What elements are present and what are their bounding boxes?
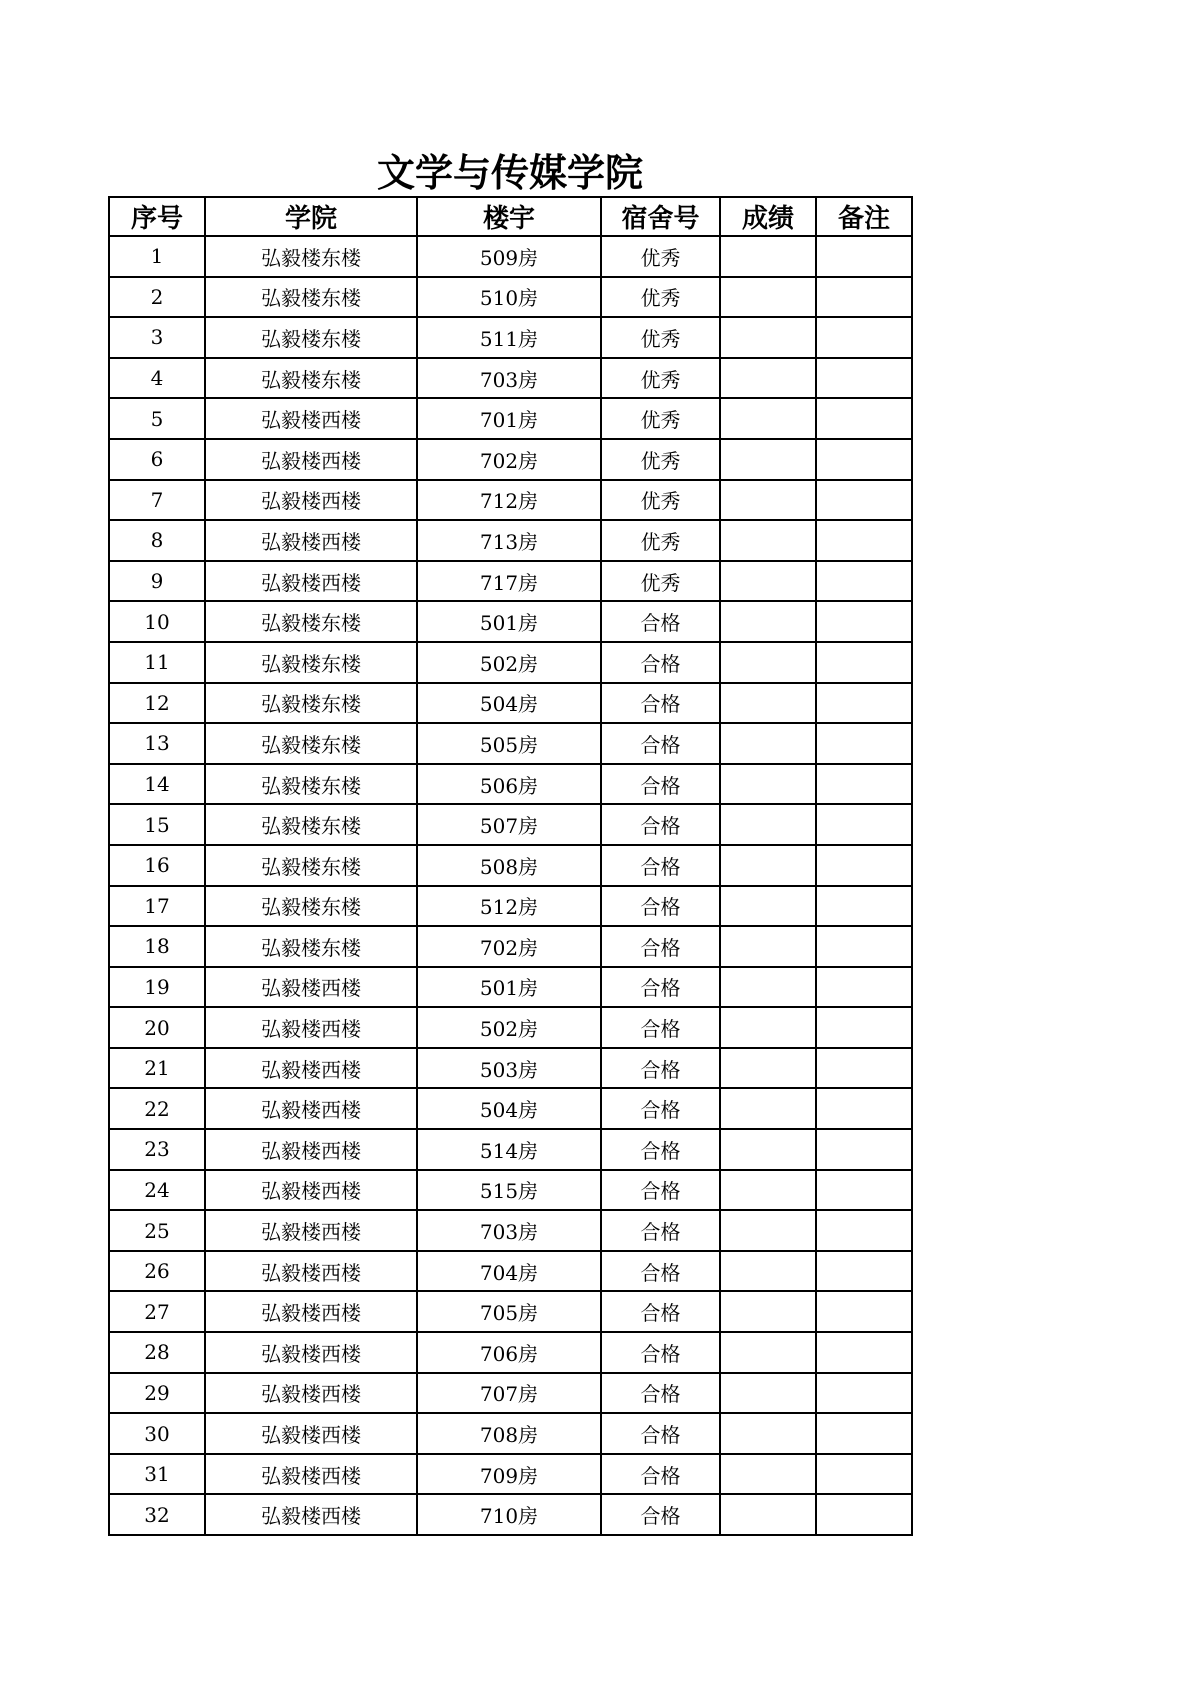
table-body [109,236,912,1535]
cell-college: 弘毅楼东楼 [205,236,417,277]
cell-index: 21 [109,1048,205,1089]
cell-dorm: 合格 [601,1332,720,1373]
cell-college: 弘毅楼西楼 [205,1413,417,1454]
cell-building: 509房 [417,236,601,277]
header-row [109,197,912,236]
cell-building: 704房 [417,1251,601,1292]
table-row [109,1007,912,1048]
cell-building: 504房 [417,1088,601,1129]
cell-index: 24 [109,1170,205,1211]
cell-note [816,926,912,967]
cell-score [720,723,816,764]
cell-score [720,398,816,439]
cell-college: 弘毅楼西楼 [205,439,417,480]
cell-score [720,317,816,358]
cell-college: 弘毅楼西楼 [205,1494,417,1535]
cell-dorm: 优秀 [601,277,720,318]
cell-note [816,723,912,764]
cell-dorm: 合格 [601,845,720,886]
cell-index: 26 [109,1251,205,1292]
cell-college: 弘毅楼西楼 [205,1454,417,1495]
cell-dorm: 合格 [601,1494,720,1535]
cell-college: 弘毅楼西楼 [205,1088,417,1129]
cell-note [816,601,912,642]
cell-score [720,480,816,521]
cell-dorm: 合格 [601,1170,720,1211]
cell-building: 514房 [417,1129,601,1170]
cell-index: 5 [109,398,205,439]
cell-building: 506房 [417,764,601,805]
cell-index: 20 [109,1007,205,1048]
cell-index: 19 [109,967,205,1008]
cell-dorm: 合格 [601,967,720,1008]
cell-note [816,439,912,480]
cell-index: 15 [109,804,205,845]
cell-building: 710房 [417,1494,601,1535]
table-row [109,926,912,967]
cell-building: 508房 [417,845,601,886]
cell-index: 23 [109,1129,205,1170]
cell-dorm: 合格 [601,926,720,967]
cell-building: 502房 [417,1007,601,1048]
table-row [109,601,912,642]
page-title: 文学与传媒学院 [376,150,643,195]
cell-note [816,1170,912,1211]
cell-index: 11 [109,642,205,683]
table-row [109,1129,912,1170]
cell-note [816,561,912,602]
cell-score [720,439,816,480]
cell-building: 703房 [417,1210,601,1251]
cell-index: 31 [109,1454,205,1495]
cell-index: 8 [109,520,205,561]
cell-score [720,1373,816,1414]
cell-index: 18 [109,926,205,967]
cell-college: 弘毅楼东楼 [205,926,417,967]
cell-dorm: 合格 [601,1129,720,1170]
cell-index: 17 [109,886,205,927]
table-row [109,642,912,683]
cell-index: 13 [109,723,205,764]
cell-score [720,845,816,886]
cell-note [816,358,912,399]
cell-college: 弘毅楼西楼 [205,1291,417,1332]
cell-dorm: 合格 [601,723,720,764]
cell-score [720,1291,816,1332]
header-building: 楼宇 [417,197,601,236]
cell-building: 502房 [417,642,601,683]
cell-dorm: 合格 [601,683,720,724]
table-header [109,197,912,236]
table-row [109,480,912,521]
header-note: 备注 [816,197,912,236]
dorm-table [108,196,913,1536]
table-row [109,1373,912,1414]
cell-note [816,1088,912,1129]
cell-dorm: 合格 [601,1007,720,1048]
cell-building: 717房 [417,561,601,602]
cell-index: 30 [109,1413,205,1454]
cell-college: 弘毅楼东楼 [205,642,417,683]
cell-dorm: 合格 [601,1413,720,1454]
cell-college: 弘毅楼西楼 [205,1007,417,1048]
cell-note [816,1332,912,1373]
cell-note [816,1494,912,1535]
cell-score [720,1251,816,1292]
table-row [109,236,912,277]
cell-college: 弘毅楼西楼 [205,1210,417,1251]
cell-score [720,886,816,927]
cell-note [816,398,912,439]
cell-dorm: 合格 [601,1373,720,1414]
cell-score [720,236,816,277]
cell-score [720,642,816,683]
cell-score [720,1494,816,1535]
cell-building: 501房 [417,601,601,642]
cell-college: 弘毅楼东楼 [205,683,417,724]
cell-dorm: 合格 [601,1210,720,1251]
cell-score [720,1413,816,1454]
cell-building: 501房 [417,967,601,1008]
cell-index: 22 [109,1088,205,1129]
cell-college: 弘毅楼东楼 [205,723,417,764]
cell-index: 14 [109,764,205,805]
cell-note [816,1007,912,1048]
cell-index: 2 [109,277,205,318]
cell-dorm: 合格 [601,1454,720,1495]
cell-note [816,1413,912,1454]
cell-index: 9 [109,561,205,602]
cell-building: 505房 [417,723,601,764]
cell-index: 6 [109,439,205,480]
cell-index: 7 [109,480,205,521]
cell-index: 32 [109,1494,205,1535]
table-row [109,1251,912,1292]
cell-score [720,683,816,724]
cell-dorm: 合格 [601,601,720,642]
table-row [109,886,912,927]
cell-building: 503房 [417,1048,601,1089]
cell-building: 708房 [417,1413,601,1454]
cell-building: 515房 [417,1170,601,1211]
cell-score [720,561,816,602]
table-row [109,317,912,358]
cell-score [720,804,816,845]
cell-dorm: 合格 [601,1251,720,1292]
cell-score [720,601,816,642]
cell-index: 1 [109,236,205,277]
cell-note [816,886,912,927]
cell-score [720,967,816,1008]
header-dorm: 宿舍号 [601,197,720,236]
table-row [109,804,912,845]
cell-note [816,764,912,805]
table-row [109,723,912,764]
cell-note [816,1129,912,1170]
cell-dorm: 优秀 [601,317,720,358]
cell-index: 10 [109,601,205,642]
cell-score [720,1210,816,1251]
cell-college: 弘毅楼东楼 [205,317,417,358]
cell-score [720,1007,816,1048]
cell-building: 707房 [417,1373,601,1414]
table-row [109,1413,912,1454]
cell-dorm: 优秀 [601,236,720,277]
cell-note [816,683,912,724]
cell-building: 504房 [417,683,601,724]
header-score: 成绩 [720,197,816,236]
cell-college: 弘毅楼西楼 [205,967,417,1008]
cell-college: 弘毅楼西楼 [205,1129,417,1170]
cell-dorm: 优秀 [601,520,720,561]
cell-note [816,1048,912,1089]
cell-college: 弘毅楼东楼 [205,886,417,927]
cell-college: 弘毅楼东楼 [205,845,417,886]
cell-index: 28 [109,1332,205,1373]
table-row [109,398,912,439]
cell-index: 16 [109,845,205,886]
table-row [109,277,912,318]
table-row [109,1170,912,1211]
cell-dorm: 优秀 [601,561,720,602]
table-row [109,967,912,1008]
cell-note [816,642,912,683]
cell-college: 弘毅楼东楼 [205,764,417,805]
cell-building: 510房 [417,277,601,318]
cell-college: 弘毅楼东楼 [205,804,417,845]
cell-college: 弘毅楼西楼 [205,561,417,602]
cell-score [720,1170,816,1211]
cell-college: 弘毅楼西楼 [205,398,417,439]
cell-dorm: 优秀 [601,358,720,399]
cell-building: 709房 [417,1454,601,1495]
cell-building: 703房 [417,358,601,399]
cell-index: 4 [109,358,205,399]
table-row [109,764,912,805]
cell-index: 29 [109,1373,205,1414]
cell-note [816,1291,912,1332]
header-college: 学院 [205,197,417,236]
table-row [109,439,912,480]
cell-building: 511房 [417,317,601,358]
table-row [109,358,912,399]
cell-building: 512房 [417,886,601,927]
cell-college: 弘毅楼东楼 [205,277,417,318]
cell-college: 弘毅楼西楼 [205,1332,417,1373]
cell-dorm: 合格 [601,804,720,845]
cell-dorm: 合格 [601,1088,720,1129]
cell-building: 702房 [417,926,601,967]
cell-index: 27 [109,1291,205,1332]
cell-note [816,845,912,886]
cell-building: 706房 [417,1332,601,1373]
cell-college: 弘毅楼东楼 [205,358,417,399]
cell-building: 713房 [417,520,601,561]
cell-note [816,520,912,561]
table-row [109,1332,912,1373]
cell-building: 705房 [417,1291,601,1332]
cell-score [720,926,816,967]
cell-score [720,277,816,318]
cell-building: 712房 [417,480,601,521]
cell-note [816,1373,912,1414]
cell-score [720,520,816,561]
cell-dorm: 合格 [601,1291,720,1332]
cell-dorm: 优秀 [601,480,720,521]
table-row [109,1088,912,1129]
cell-note [816,317,912,358]
cell-note [816,1454,912,1495]
cell-dorm: 优秀 [601,439,720,480]
cell-note [816,1210,912,1251]
table-row [109,1048,912,1089]
cell-score [720,1088,816,1129]
cell-score [720,1048,816,1089]
cell-index: 3 [109,317,205,358]
cell-dorm: 优秀 [601,398,720,439]
cell-college: 弘毅楼西楼 [205,1170,417,1211]
table-row [109,1494,912,1535]
cell-dorm: 合格 [601,886,720,927]
cell-note [816,236,912,277]
cell-college: 弘毅楼西楼 [205,1048,417,1089]
table-row [109,561,912,602]
cell-building: 702房 [417,439,601,480]
cell-dorm: 合格 [601,642,720,683]
cell-college: 弘毅楼西楼 [205,1373,417,1414]
table-row [109,1210,912,1251]
cell-note [816,277,912,318]
cell-score [720,358,816,399]
cell-college: 弘毅楼西楼 [205,520,417,561]
table-row [109,520,912,561]
cell-index: 25 [109,1210,205,1251]
cell-note [816,804,912,845]
cell-score [720,1454,816,1495]
cell-building: 701房 [417,398,601,439]
cell-college: 弘毅楼西楼 [205,480,417,521]
cell-college: 弘毅楼西楼 [205,1251,417,1292]
header-index: 序号 [109,197,205,236]
cell-index: 12 [109,683,205,724]
cell-building: 507房 [417,804,601,845]
cell-note [816,480,912,521]
cell-dorm: 合格 [601,764,720,805]
table-row [109,1454,912,1495]
table-row [109,1291,912,1332]
cell-note [816,967,912,1008]
table-row [109,683,912,724]
cell-score [720,1332,816,1373]
cell-dorm: 合格 [601,1048,720,1089]
cell-note [816,1251,912,1292]
cell-score [720,764,816,805]
cell-score [720,1129,816,1170]
cell-college: 弘毅楼东楼 [205,601,417,642]
table-row [109,845,912,886]
